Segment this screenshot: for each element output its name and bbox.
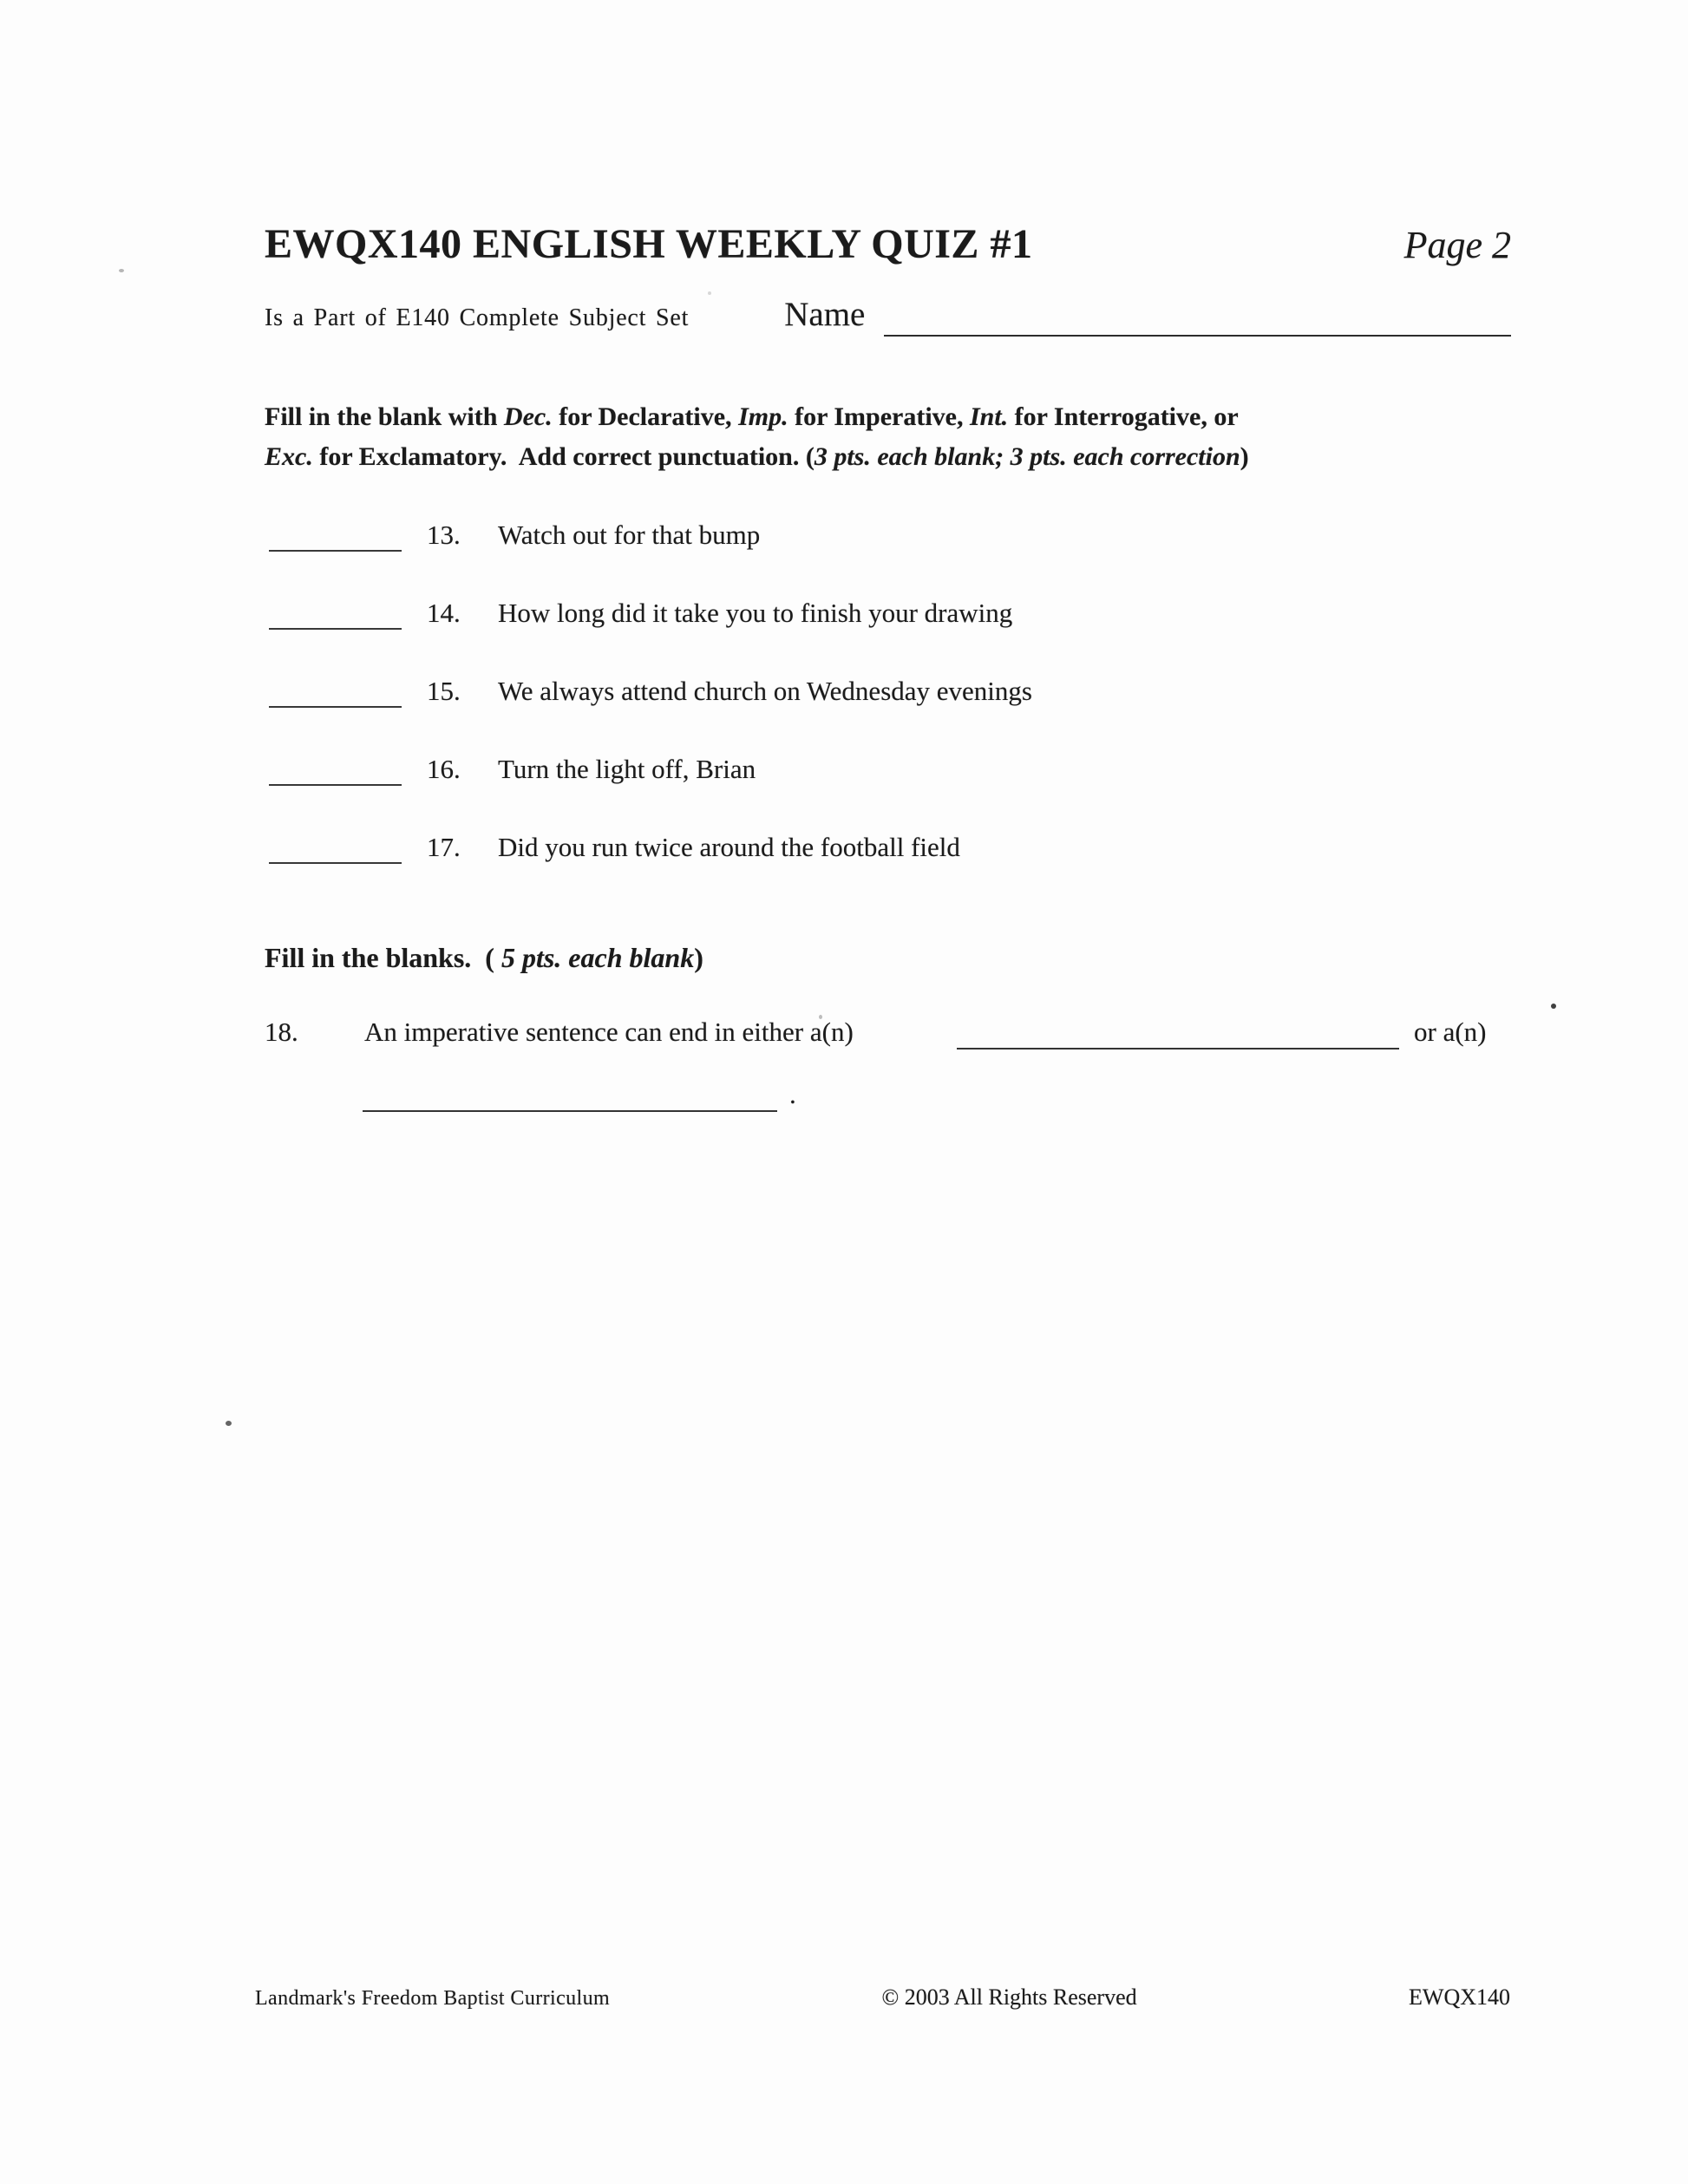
name-input-line[interactable] (884, 335, 1511, 337)
instruction-segment: Fill in the blank with (265, 402, 504, 431)
scan-speck (226, 1421, 232, 1426)
instruction-segment: for Imperative, (788, 402, 970, 431)
instruction-segment-italic: Imp. (738, 402, 788, 431)
scan-speck (708, 291, 711, 295)
question-text: Did you run twice around the football field (498, 832, 960, 862)
question-number: 14. (427, 598, 461, 628)
q18-answer-blank-2[interactable] (363, 1079, 777, 1112)
question-row-15 (269, 676, 1509, 717)
instruction-segment: for Declarative, (552, 402, 739, 431)
scan-speck (1551, 1004, 1556, 1009)
footer-copyright: © 2003 All Rights Reserved (881, 1985, 1137, 2010)
answer-blank-17[interactable] (269, 832, 402, 864)
subheader (265, 295, 1511, 337)
instruction-segment: for Interrogative, or (1008, 402, 1239, 431)
instruction-segment-italic: Int. (969, 402, 1009, 431)
question-number: 13. (427, 520, 461, 550)
page-footer (255, 1985, 1510, 2011)
instruction-segment: ) (1240, 442, 1249, 471)
question-number: 16. (427, 754, 461, 784)
instruction-segment: for Exclamatory. Add correct punctuation. ( (312, 442, 815, 471)
scan-speck (119, 269, 124, 272)
name-label: Name (784, 296, 866, 333)
question-number-18: 18. (265, 1017, 298, 1047)
instruction-segment-italic: Dec. (503, 402, 553, 431)
question-text: We always attend church on Wednesday evenings (498, 676, 1032, 706)
question-18-text: An imperative sentence can end in either a(n) (364, 1017, 854, 1047)
instruction-segment-italic: Exc. (265, 442, 313, 471)
heading-segment: ) (694, 942, 703, 973)
instruction-segment-italic: 3 pts. each blank; 3 pts. each correction (814, 442, 1240, 471)
answer-blank-16[interactable] (269, 754, 402, 786)
q18-answer-blank-1[interactable] (957, 1017, 1399, 1049)
question-number: 17. (427, 832, 461, 862)
question-row-16 (269, 754, 1509, 795)
subtitle: Is a Part of E140 Complete Subject Set (265, 304, 690, 331)
heading-segment: Fill in the blanks. ( (265, 942, 501, 973)
heading-segment-italic: 5 pts. each blank (501, 942, 695, 973)
answer-blank-14[interactable] (269, 598, 402, 630)
question-row-13 (269, 520, 1509, 561)
page-number: Page 2 (1403, 224, 1511, 266)
page-header (265, 220, 1511, 268)
section1-instructions-line2 (265, 442, 1249, 472)
question-row-17 (269, 832, 1509, 873)
question-text: Watch out for that bump (498, 520, 761, 550)
footer-publisher: Landmark's Freedom Baptist Curriculum (255, 1987, 611, 2010)
question-text: Turn the light off, Brian (498, 754, 756, 784)
scan-speck (819, 1015, 822, 1019)
answer-blank-13[interactable] (269, 520, 402, 552)
page-title: EWQX140 ENGLISH WEEKLY QUIZ #1 (265, 221, 1033, 267)
question-text: How long did it take you to finish your drawing (498, 598, 1013, 628)
question-row-14 (269, 598, 1509, 639)
answer-blank-15[interactable] (269, 676, 402, 708)
section1-instructions-line1 (265, 402, 1239, 432)
footer-product-code: EWQX140 (1409, 1985, 1510, 2010)
section2-heading (265, 942, 703, 974)
question-18-text-or: or a(n) (1414, 1017, 1487, 1047)
question-number: 15. (427, 676, 461, 706)
question-18-period: . (789, 1079, 796, 1109)
